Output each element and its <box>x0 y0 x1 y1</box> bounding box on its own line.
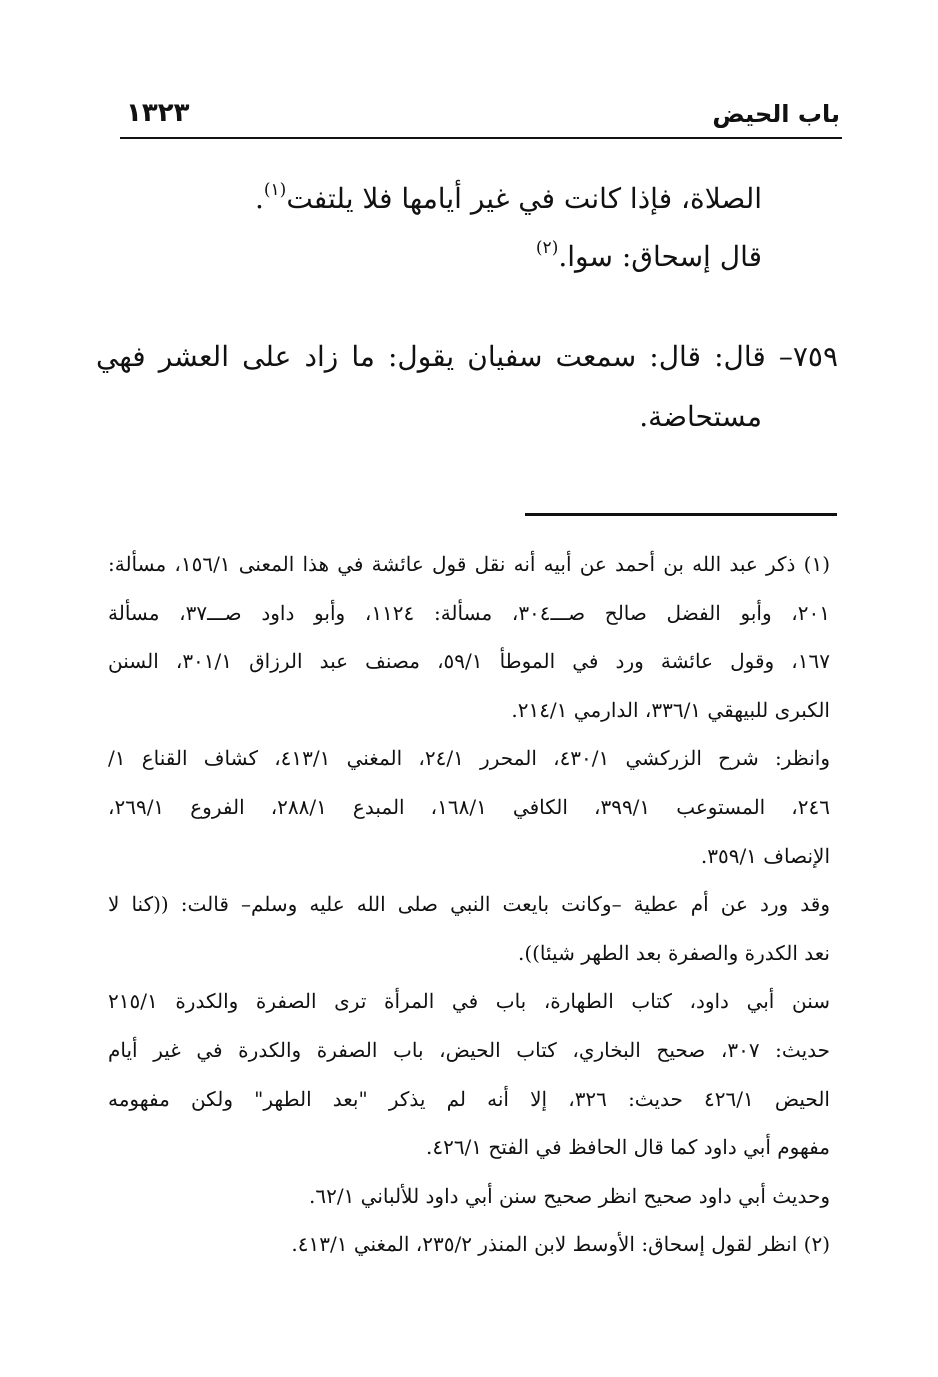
footnote-line: الكبرى للبيهقي ٣٣٦/١، الدارمي ٢١٤/١. <box>511 697 830 722</box>
main-text-line-2 <box>536 240 762 273</box>
footnote-line: حديث: ٣٠٧، صحيح البخاري، كتاب الحيض، باب الصفرة والكدرة في غير أيام <box>108 1038 830 1062</box>
page-number: ١٣٢٣ <box>126 98 190 128</box>
footnote-line: الحيض ٤٢٦/١ حديث: ٣٢٦، إلا أنه لم يذكر "بعد الطهر" ولكن مفهومه <box>108 1086 830 1111</box>
footnote-line: ١٦٧، وقول عائشة ورد في الموطأ ٥٩/١، مصنف عبد الرزاق ٣٠١/١، السنن <box>108 649 830 674</box>
main-text-line-2-text: قال إسحاق: سوا. <box>558 240 762 273</box>
footnote-ref-2: (٢) <box>535 238 559 258</box>
footnote-line: (١) ذكر عبد الله بن أحمد عن أبيه أنه نقل قول عائشة في هذا المعنى ١٥٦/١، مسألة: <box>108 552 830 576</box>
footnote-ref-1: (١) <box>263 180 287 200</box>
main-text-line-1 <box>255 182 762 215</box>
footnote-line: نعد الكدرة والصفرة بعد الطهر شيئا)). <box>517 940 830 965</box>
footnote-line: وانظر: شرح الزركشي ٤٣٠/١، المحرر ٢٤/١، المغني ٤١٣/١، كشاف القناع ١/ <box>108 746 830 771</box>
footnote-line: سنن أبي داود، كتاب الطهارة، باب في المرأة ترى الصفرة والكدرة ٢١٥/١ <box>108 989 830 1014</box>
header-rule <box>120 137 842 139</box>
footnote-line: وحديث أبي داود صحيح انظر صحيح سنن أبي داود للألباني ٦٢/١. <box>308 1183 830 1208</box>
entry-759-line-1: ٧٥٩– قال: قال: سمعت سفيان يقول: ما زاد على العشر فهي <box>96 340 838 373</box>
chapter-title: باب الحيض <box>712 100 840 128</box>
footnote-line: ٢٤٦، المستوعب ٣٩٩/١، الكافي ١٦٨/١، المبدع ٢٨٨/١، الفروع ٢٦٩/١، <box>108 795 830 819</box>
running-header <box>120 98 840 138</box>
entry-759-line-2: مستحاضة. <box>639 400 762 433</box>
main-text-line-1-text: الصلاة، فإذا كانت في غير أيامها فلا يلتفت <box>286 182 762 215</box>
footnote-line: مفهوم أبي داود كما قال الحافظ في الفتح ٤٢٦/١. <box>425 1135 830 1160</box>
footnote-line: الإنصاف ٣٥٩/١. <box>700 843 830 868</box>
footnote-line: وقد ورد عن أم عطية –وكانت بايعت النبي صلى الله عليه وسلم– قالت: ((كنا لا <box>108 892 830 917</box>
main-text-line-1-end: . <box>254 182 264 215</box>
footnote-separator <box>525 513 837 516</box>
footnote-line: ٢٠١، وأبو الفضل صالح صـــ٣٠٤، مسألة: ١١٢٤، وأبو داود صـــ٣٧، مسألة <box>108 600 830 625</box>
footnote-line: (٢) انظر لقول إسحاق: الأوسط لابن المنذر ٢٣٥/٢، المغني ٤١٣/١. <box>291 1232 830 1257</box>
